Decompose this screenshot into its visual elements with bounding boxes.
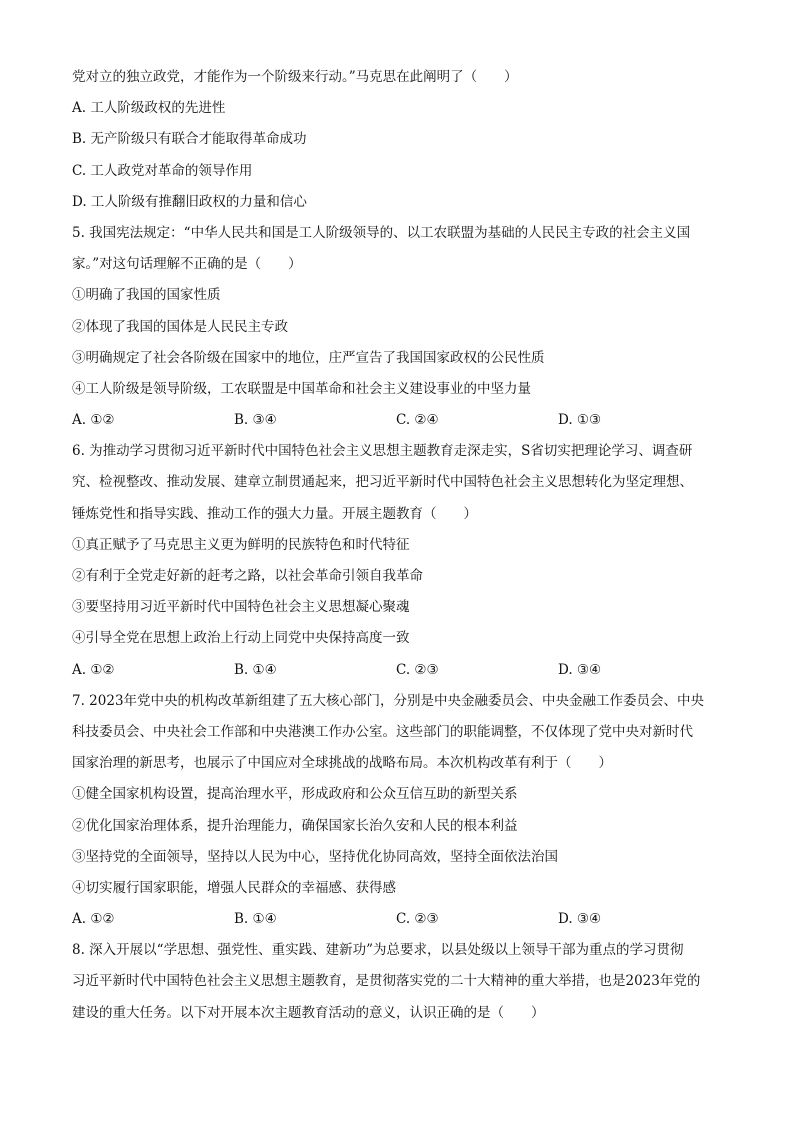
q6-stem-line: 锤炼党性和指导实践、推动工作的强大力量。开展主题教育（ ） <box>72 505 477 522</box>
q4-option-b: B. 无产阶级只有联合才能取得革命成功 <box>72 131 307 148</box>
q6-choice-a: A. ①② <box>72 661 115 678</box>
q7-item: ④切实履行国家职能，增强人民群众的幸福感、获得感 <box>72 879 396 896</box>
q4-option-c: C. 工人政党对革命的领导作用 <box>72 162 253 179</box>
q7-choice-c: C. ②③ <box>396 911 439 928</box>
q6-choice-b: B. ①④ <box>234 661 277 678</box>
q7-choice-a: A. ①② <box>72 911 115 928</box>
q5-choice-a: A. ①② <box>72 412 115 429</box>
q7-choice-d: D. ③④ <box>558 911 602 928</box>
q5-choices <box>72 405 722 436</box>
q6-item: ①真正赋予了马克思主义更为鲜明的民族特色和时代特征 <box>72 536 410 553</box>
q8-stem-line: 8. 深入开展以“学思想、强党性、重实践、建新功”为总要求，以县处级以上领导干部为重点的学习贯彻 <box>72 942 684 959</box>
q5-choice-c: C. ②④ <box>396 412 439 429</box>
q5-item: ④工人阶级是领导阶级，工农联盟是中国革命和社会主义建设事业的中坚力量 <box>72 380 531 397</box>
q5-stem-line: 5. 我国宪法规定：“中华人民共和国是工人阶级领导的、以工农联盟为基础的人民民主专政的社会主义国 <box>72 224 691 241</box>
q6-item: ④引导全党在思想上政治上行动上同党中央保持高度一致 <box>72 630 410 647</box>
q4-option-d: D. 工人阶级有推翻旧政权的力量和信心 <box>72 193 307 210</box>
q6-choice-c: C. ②③ <box>396 661 439 678</box>
q4-stem-tail: 党对立的独立政党，才能作为一个阶级来行动。”马克思在此阐明了（ ） <box>72 69 518 85</box>
q5-stem-line: 家。”对这句话理解不正确的是（ ） <box>72 256 302 273</box>
q8-stem-line: 习近平新时代中国特色社会主义思想主题教育，是贯彻落实党的二十大精神的重大举措，也是2023年党的 <box>72 973 701 990</box>
q6-item: ②有利于全党走好新的赶考之路，以社会革命引领自我革命 <box>72 568 423 584</box>
q6-choices <box>72 655 722 686</box>
q5-item: ①明确了我国的国家性质 <box>72 287 221 304</box>
exam-page <box>72 62 722 1029</box>
q8-stem-line: 建设的重大任务。以下对开展本次主题教育活动的意义，认识正确的是（ ） <box>72 1004 545 1021</box>
q5-item: ②体现了我国的国体是人民民主专政 <box>72 318 288 335</box>
q7-item: ①健全国家机构设置，提高治理水平，形成政府和公众互信互助的新型关系 <box>72 786 518 803</box>
q7-choice-b: B. ①④ <box>234 911 277 928</box>
q5-choice-b: B. ③④ <box>234 412 277 429</box>
q6-stem-line: 6. 为推动学习贯彻习近平新时代中国特色社会主义思想主题教育走深走实，S省切实把理论学习、调查研 <box>72 443 693 460</box>
q7-item: ③坚持党的全面领导，坚持以人民为中心，坚持优化协同高效，坚持全面依法治国 <box>72 848 558 865</box>
q7-choices <box>72 904 722 935</box>
q7-stem-line: 7. 2023年党中央的机构改革新组建了五大核心部门，分别是中央金融委员会、中央金融工作委员会、中央 <box>72 692 705 709</box>
q7-stem-line: 国家治理的新思考，也展示了中国应对全球挑战的战略布局。本次机构改革有利于（ ） <box>72 755 612 772</box>
q7-stem-line: 科技委员会、中央社会工作部和中央港澳工作办公室。这些部门的职能调整，不仅体现了党中央对新时代 <box>72 723 693 740</box>
q7-item: ②优化国家治理体系，提升治理能力，确保国家长治久安和人民的根本利益 <box>72 817 518 834</box>
q5-choice-d: D. ①③ <box>558 412 602 429</box>
q6-choice-d: D. ③④ <box>558 661 602 678</box>
q6-stem-line: 究、检视整改、推动发展、建章立制贯通起来，把习近平新时代中国特色社会主义思想转化为坚定理想、 <box>72 474 693 491</box>
q5-item: ③明确规定了社会各阶级在国家中的地位，庄严宣告了我国国家政权的公民性质 <box>72 349 545 366</box>
q4-option-a: A. 工人阶级政权的先进性 <box>72 100 226 117</box>
q6-item: ③要坚持用习近平新时代中国特色社会主义思想凝心聚魂 <box>72 599 410 616</box>
